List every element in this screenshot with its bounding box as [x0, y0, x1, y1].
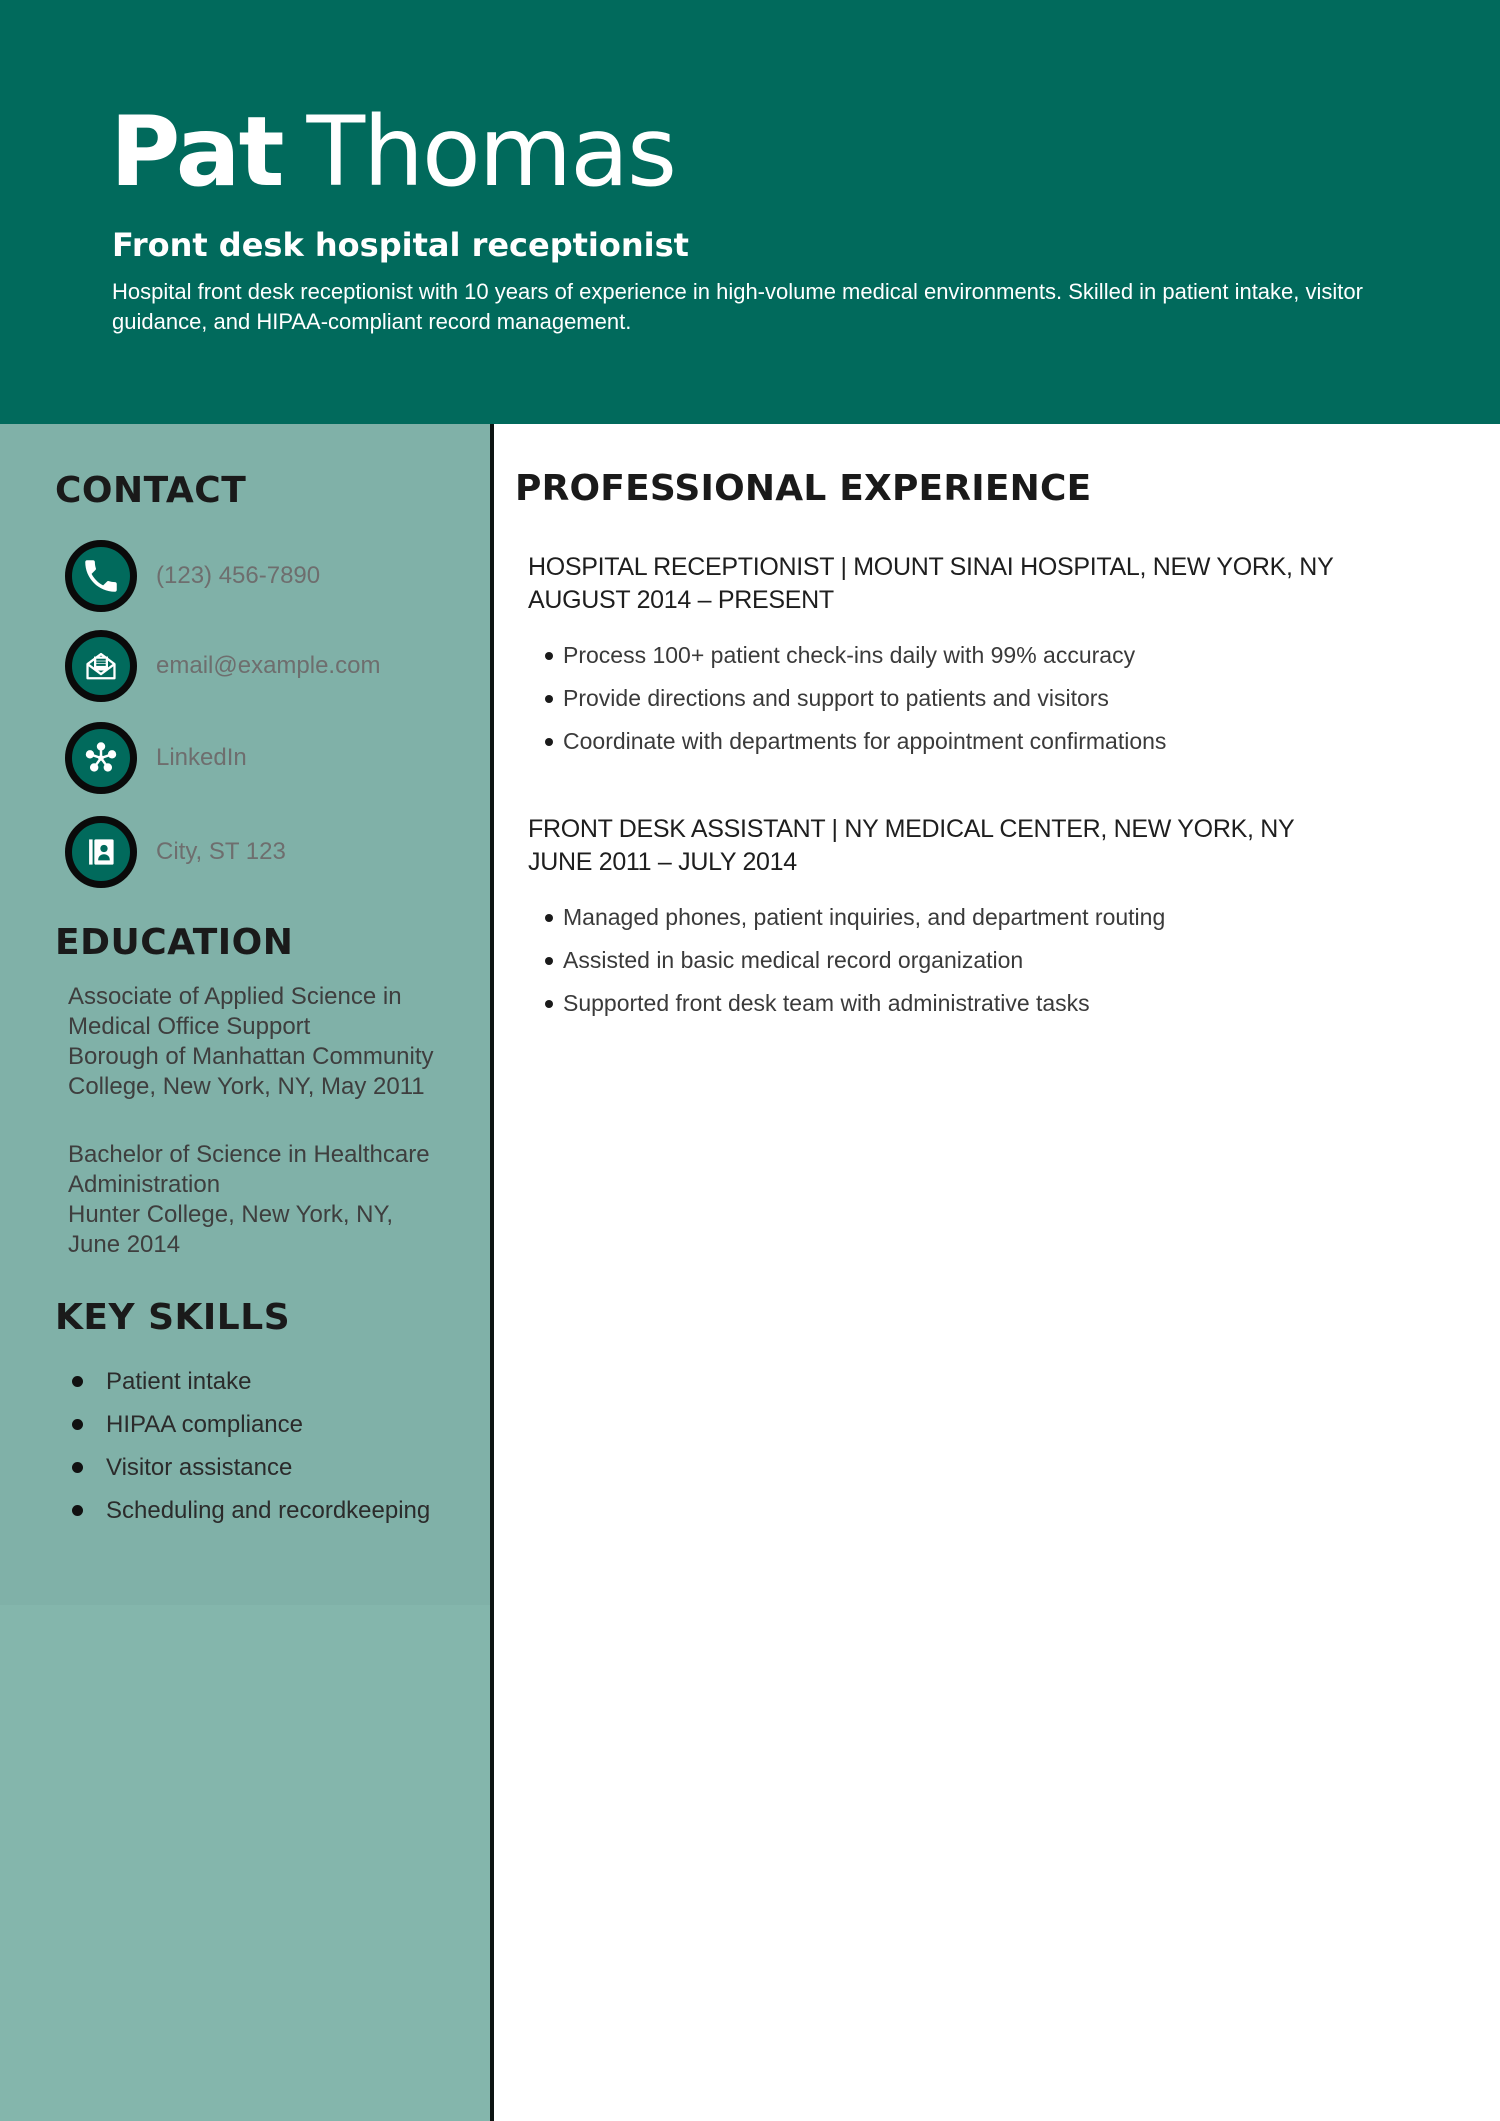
- education-line: Associate of Applied Science in: [68, 983, 402, 1010]
- bullet-dot: [545, 738, 553, 746]
- bullet-dot: [72, 1462, 83, 1473]
- bullet-text: Assisted in basic medical record organization: [563, 947, 1024, 973]
- bullet-dot: [545, 1000, 553, 1008]
- job-entry: [528, 813, 1294, 879]
- bullet-dot: [72, 1376, 83, 1387]
- job-bullet: [545, 642, 1166, 669]
- email-value: email@example.com: [156, 652, 381, 679]
- contact-row-linkedin: [65, 722, 247, 794]
- location-value: City, ST 123: [156, 838, 286, 865]
- bullet-dot: [545, 652, 553, 660]
- bullet-dot: [545, 957, 553, 965]
- skill-label: HIPAA compliance: [106, 1410, 303, 1438]
- bullet-text: Provide directions and support to patients and visitors: [563, 685, 1109, 711]
- email-icon: [80, 645, 122, 687]
- contact-row-location: [65, 816, 286, 888]
- email-badge: [65, 630, 137, 702]
- main-column: [494, 424, 1500, 2121]
- phone-icon: [80, 555, 122, 597]
- key-skills-heading: KEY SKILLS: [55, 1297, 291, 1338]
- location-icon: [80, 831, 122, 873]
- education-line: Bachelor of Science in Healthcare: [68, 1141, 430, 1168]
- bullet-dot: [545, 914, 553, 922]
- linkedin-value: LinkedIn: [156, 744, 247, 771]
- bullet-text: Supported front desk team with administrative tasks: [563, 990, 1090, 1016]
- skill-item: [72, 1497, 430, 1524]
- job-dates-line: JUNE 2011 – JULY 2014: [528, 848, 797, 876]
- bullet-text: Coordinate with departments for appointment confirmations: [563, 728, 1167, 754]
- linkedin-badge: [65, 722, 137, 794]
- experience-heading: PROFESSIONAL EXPERIENCE: [515, 468, 1092, 509]
- skill-item: [72, 1411, 430, 1438]
- bullet-text: Managed phones, patient inquiries, and department routing: [563, 904, 1166, 930]
- summary-paragraph: Hospital front desk receptionist with 10 years of experience in high-volume medical environments. Skilled in patient intake, visitor guidance, and HIPAA-compliant record management.: [112, 279, 1363, 334]
- job-bullet: [545, 728, 1166, 755]
- education-line: June 2014: [68, 1231, 181, 1258]
- job-bullet: [545, 947, 1165, 974]
- education-heading: EDUCATION: [55, 922, 294, 963]
- name-last: Thomas: [306, 96, 676, 208]
- skill-label: Patient intake: [106, 1367, 252, 1395]
- education-line: College, New York, NY, May 2011: [68, 1073, 425, 1100]
- sidebar: [0, 424, 490, 2121]
- job-entry: [528, 551, 1333, 617]
- bullet-dot: [72, 1419, 83, 1430]
- job-bullet-list: [545, 904, 1165, 1033]
- job-bullet: [545, 990, 1165, 1017]
- sidebar-lower-band: [0, 1605, 490, 2121]
- education-line: Medical Office Support: [68, 1013, 311, 1040]
- education-line: Administration: [68, 1171, 221, 1198]
- skill-label: Visitor assistance: [106, 1453, 293, 1481]
- contact-heading: CONTACT: [55, 470, 247, 511]
- education-line: Hunter College, New York, NY,: [68, 1201, 394, 1228]
- phone-badge: [65, 540, 137, 612]
- skill-item: [72, 1368, 430, 1395]
- job-bullet: [545, 904, 1165, 931]
- job-bullet-list: [545, 642, 1166, 771]
- bullet-text: Process 100+ patient check-ins daily with 99% accuracy: [563, 642, 1136, 668]
- location-badge: [65, 816, 137, 888]
- education-line: Borough of Manhattan Community: [68, 1043, 434, 1070]
- person-name: [110, 96, 676, 208]
- header: [0, 0, 1500, 424]
- phone-value: (123) 456-7890: [156, 562, 321, 589]
- job-headline: Front desk hospital receptionist: [112, 226, 689, 264]
- skill-item: [72, 1454, 430, 1481]
- skills-list: [72, 1368, 430, 1540]
- job-dates-line: AUGUST 2014 – PRESENT: [528, 586, 834, 614]
- education-entry: [68, 982, 458, 1102]
- contact-row-phone: [65, 540, 320, 612]
- name-first: Pat: [110, 96, 283, 208]
- linkedin-icon: [80, 737, 122, 779]
- skill-label: Scheduling and recordkeeping: [106, 1496, 431, 1524]
- job-bullet: [545, 685, 1166, 712]
- contact-row-email: [65, 630, 380, 702]
- education-entry: [68, 1140, 458, 1260]
- bullet-dot: [72, 1505, 83, 1516]
- bullet-dot: [545, 695, 553, 703]
- job-title-line: FRONT DESK ASSISTANT | NY MEDICAL CENTER, NEW YORK, NY: [528, 815, 1295, 843]
- education-list: [68, 982, 458, 1298]
- job-title-line: HOSPITAL RECEPTIONIST | MOUNT SINAI HOSPITAL, NEW YORK, NY: [528, 553, 1334, 581]
